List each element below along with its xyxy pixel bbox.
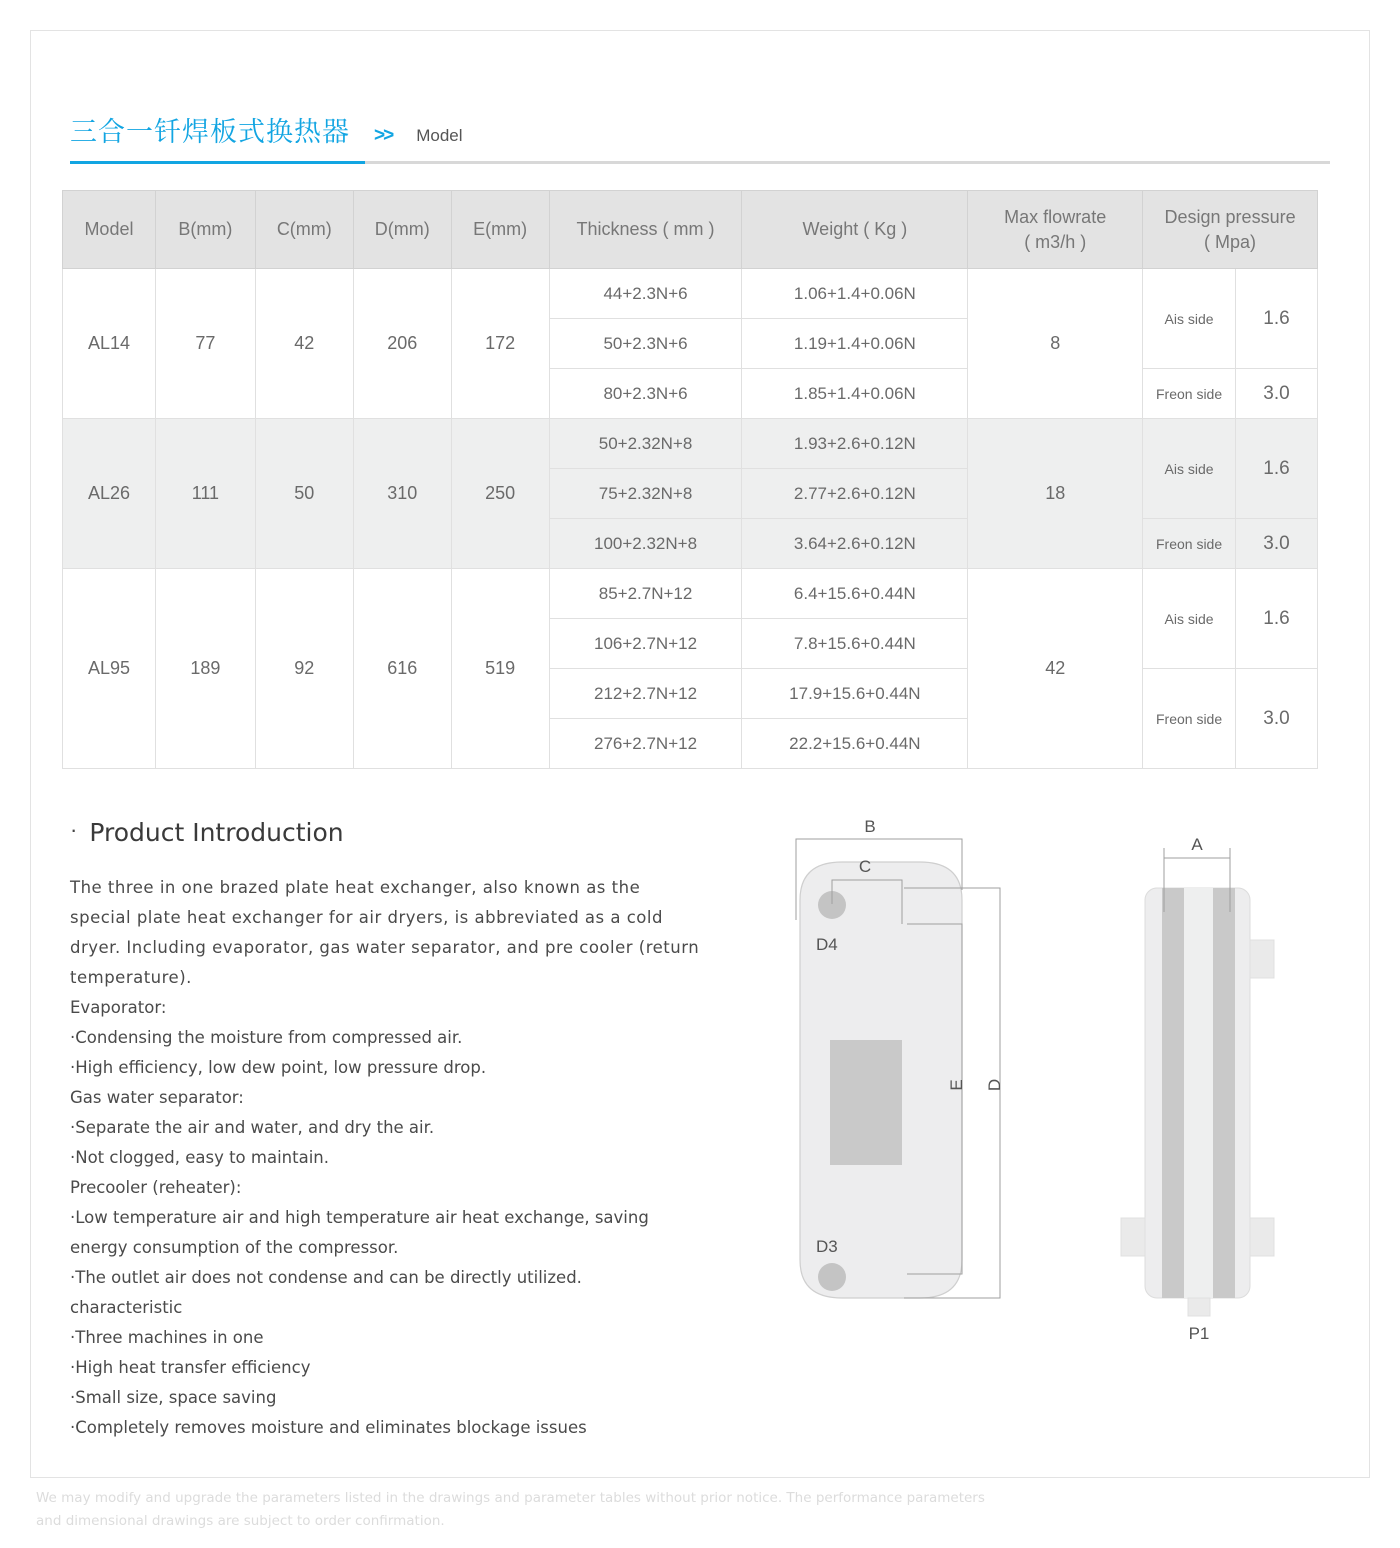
table-row	[63, 269, 1318, 319]
table-row	[63, 569, 1318, 619]
cell-max-flowrate: 8	[968, 269, 1143, 419]
intro-feature-line: ·Condensing the moisture from compressed air.	[70, 1028, 463, 1047]
cell-b: 77	[155, 269, 255, 419]
cell-model: AL95	[63, 569, 156, 769]
front-view-drawing	[796, 817, 1004, 1298]
dim-e-label: E	[947, 1079, 966, 1091]
footer-line-1: We may modify and upgrade the parameters listed in the drawings and parameter tables without prior notice. The performance parameters	[36, 1490, 985, 1506]
cell-e: 250	[451, 419, 549, 569]
cell-d: 616	[353, 569, 451, 769]
cell-e: 519	[451, 569, 549, 769]
table-row	[63, 419, 1318, 469]
cell-weight: 7.8+15.6+0.44N	[742, 619, 968, 669]
col-header-d: D(mm)	[353, 191, 451, 269]
port-d3-label: D3	[816, 1237, 838, 1256]
dim-a-label: A	[1191, 835, 1203, 854]
header-underline	[70, 161, 1330, 164]
cell-pressure-freon: 3.0	[1236, 369, 1318, 419]
intro-feature-line: ·High efficiency, low dew point, low pressure drop.	[70, 1058, 487, 1077]
cell-thickness: 106+2.7N+12	[549, 619, 742, 669]
col-header-weight: Weight ( Kg )	[742, 191, 968, 269]
cell-weight: 3.64+2.6+0.12N	[742, 519, 968, 569]
intro-feature-line: ·Three machines in one	[70, 1328, 264, 1347]
side-view-nozzle-top-right	[1250, 940, 1274, 978]
cell-weight: 1.85+1.4+0.06N	[742, 369, 968, 419]
dim-c-label: C	[858, 857, 872, 876]
port-d4-label: D4	[816, 935, 838, 954]
col-header-max-flowrate	[968, 191, 1143, 269]
intro-paragraph-line: The three in one brazed plate heat exchanger, also known as the	[70, 878, 641, 897]
design-pressure-line2: ( Mpa)	[1204, 231, 1257, 252]
col-header-c: C(mm)	[255, 191, 353, 269]
intro-paragraph-line: special plate heat exchanger for air dryers, is abbreviated as a cold	[70, 908, 663, 927]
intro-feature-line: ·Not clogged, easy to maintain.	[70, 1148, 329, 1167]
cell-model: AL26	[63, 419, 156, 569]
col-header-thickness: Thickness ( mm )	[549, 191, 742, 269]
cell-pressure-side-air: Ais side	[1143, 419, 1236, 519]
footer-line-2: and dimensional drawings are subject to order confirmation.	[36, 1513, 445, 1529]
col-header-e: E(mm)	[451, 191, 549, 269]
cell-pressure-side-freon: Freon side	[1143, 519, 1236, 569]
port-p1-nozzle	[1188, 1298, 1210, 1316]
intro-feature-line: Gas water separator:	[70, 1088, 244, 1107]
side-view-nozzle-bottom-right	[1250, 1218, 1274, 1256]
side-view-band-right	[1213, 888, 1235, 1298]
technical-drawings	[770, 817, 1330, 1400]
header-title-row	[70, 110, 1330, 161]
cell-max-flowrate: 18	[968, 419, 1143, 569]
product-introduction-section	[70, 818, 770, 1443]
footer-disclaimer	[36, 1487, 1236, 1533]
intro-feature-lines	[70, 993, 770, 1443]
intro-body	[70, 873, 770, 1443]
cell-c: 92	[255, 569, 353, 769]
intro-title: Product Introduction	[89, 818, 344, 847]
col-header-design-pressure	[1143, 191, 1318, 269]
cell-pressure-side-air: Ais side	[1143, 269, 1236, 369]
cell-thickness: 50+2.32N+8	[549, 419, 742, 469]
side-view-band-left	[1162, 888, 1184, 1298]
cell-model: AL14	[63, 269, 156, 419]
intro-feature-line: ·The outlet air does not condense and can be directly utilized.	[70, 1268, 582, 1287]
port-d3-circle	[818, 1263, 846, 1291]
cell-thickness: 100+2.32N+8	[549, 519, 742, 569]
cell-weight: 2.77+2.6+0.12N	[742, 469, 968, 519]
cell-weight: 1.06+1.4+0.06N	[742, 269, 968, 319]
side-view-drawing	[1121, 835, 1274, 1343]
cell-thickness: 276+2.7N+12	[549, 719, 742, 769]
side-view-nozzle-bottom-left	[1121, 1218, 1145, 1256]
intro-feature-line: Precooler (reheater):	[70, 1178, 242, 1197]
cell-thickness: 50+2.3N+6	[549, 319, 742, 369]
cell-pressure-freon: 3.0	[1236, 519, 1318, 569]
front-view-inner-panel	[830, 1040, 902, 1165]
table-header	[63, 191, 1318, 269]
table-body	[63, 269, 1318, 769]
intro-feature-line: ·High heat transfer efficiency	[70, 1358, 311, 1377]
cell-weight: 6.4+15.6+0.44N	[742, 569, 968, 619]
cell-pressure-freon: 3.0	[1236, 669, 1318, 769]
col-header-model: Model	[63, 191, 156, 269]
cell-pressure-side-air: Ais side	[1143, 569, 1236, 669]
header-subtitle: Model	[416, 126, 463, 145]
cell-pressure-side-freon: Freon side	[1143, 669, 1236, 769]
cell-c: 50	[255, 419, 353, 569]
col-header-b: B(mm)	[155, 191, 255, 269]
cell-weight: 1.19+1.4+0.06N	[742, 319, 968, 369]
cell-e: 172	[451, 269, 549, 419]
cell-pressure-air: 1.6	[1236, 419, 1318, 519]
cell-pressure-air: 1.6	[1236, 269, 1318, 369]
cell-weight: 1.93+2.6+0.12N	[742, 419, 968, 469]
intro-feature-line: ·Small size, space saving	[70, 1388, 277, 1407]
intro-paragraph	[70, 873, 770, 993]
intro-paragraph-line: temperature).	[70, 968, 192, 987]
max-flowrate-line1: Max flowrate	[1004, 207, 1107, 228]
intro-feature-line: characteristic	[70, 1298, 183, 1317]
bullet-icon: ·	[70, 816, 78, 842]
cell-thickness: 44+2.3N+6	[549, 269, 742, 319]
intro-feature-line: ·Separate the air and water, and dry the air.	[70, 1118, 435, 1137]
chevron-double-right-icon: >>	[374, 125, 393, 146]
side-view-center-plate	[1184, 888, 1213, 1298]
table-header-row	[63, 191, 1318, 269]
dim-b-label: B	[864, 817, 876, 836]
cell-d: 206	[353, 269, 451, 419]
port-p1-label: P1	[1188, 1324, 1210, 1343]
design-pressure-line1: Design pressure	[1164, 207, 1296, 228]
intro-feature-line: energy consumption of the compressor.	[70, 1238, 399, 1257]
cell-thickness: 85+2.7N+12	[549, 569, 742, 619]
page-title: 三合一钎焊板式换热器	[70, 117, 350, 148]
intro-heading	[70, 818, 770, 847]
cell-max-flowrate: 42	[968, 569, 1143, 769]
cell-pressure-side-freon: Freon side	[1143, 369, 1236, 419]
cell-thickness: 212+2.7N+12	[549, 669, 742, 719]
dim-d-label: D	[985, 1078, 1004, 1092]
cell-weight: 17.9+15.6+0.44N	[742, 669, 968, 719]
intro-feature-line: ·Completely removes moisture and eliminates blockage issues	[70, 1418, 587, 1437]
cell-thickness: 75+2.32N+8	[549, 469, 742, 519]
specification-table	[62, 190, 1318, 769]
drawings-svg	[770, 817, 1330, 1400]
cell-thickness: 80+2.3N+6	[549, 369, 742, 419]
cell-pressure-air: 1.6	[1236, 569, 1318, 669]
cell-c: 42	[255, 269, 353, 419]
intro-paragraph-line: dryer. Including evaporator, gas water separator, and pre cooler (return	[70, 938, 700, 957]
page-header	[70, 110, 1330, 164]
max-flowrate-line2: ( m3/h )	[1024, 231, 1087, 252]
intro-feature-line: Evaporator:	[70, 998, 167, 1017]
cell-b: 111	[155, 419, 255, 569]
cell-b: 189	[155, 569, 255, 769]
intro-feature-line: ·Low temperature air and high temperature air heat exchange, saving	[70, 1208, 649, 1227]
cell-d: 310	[353, 419, 451, 569]
cell-weight: 22.2+15.6+0.44N	[742, 719, 968, 769]
